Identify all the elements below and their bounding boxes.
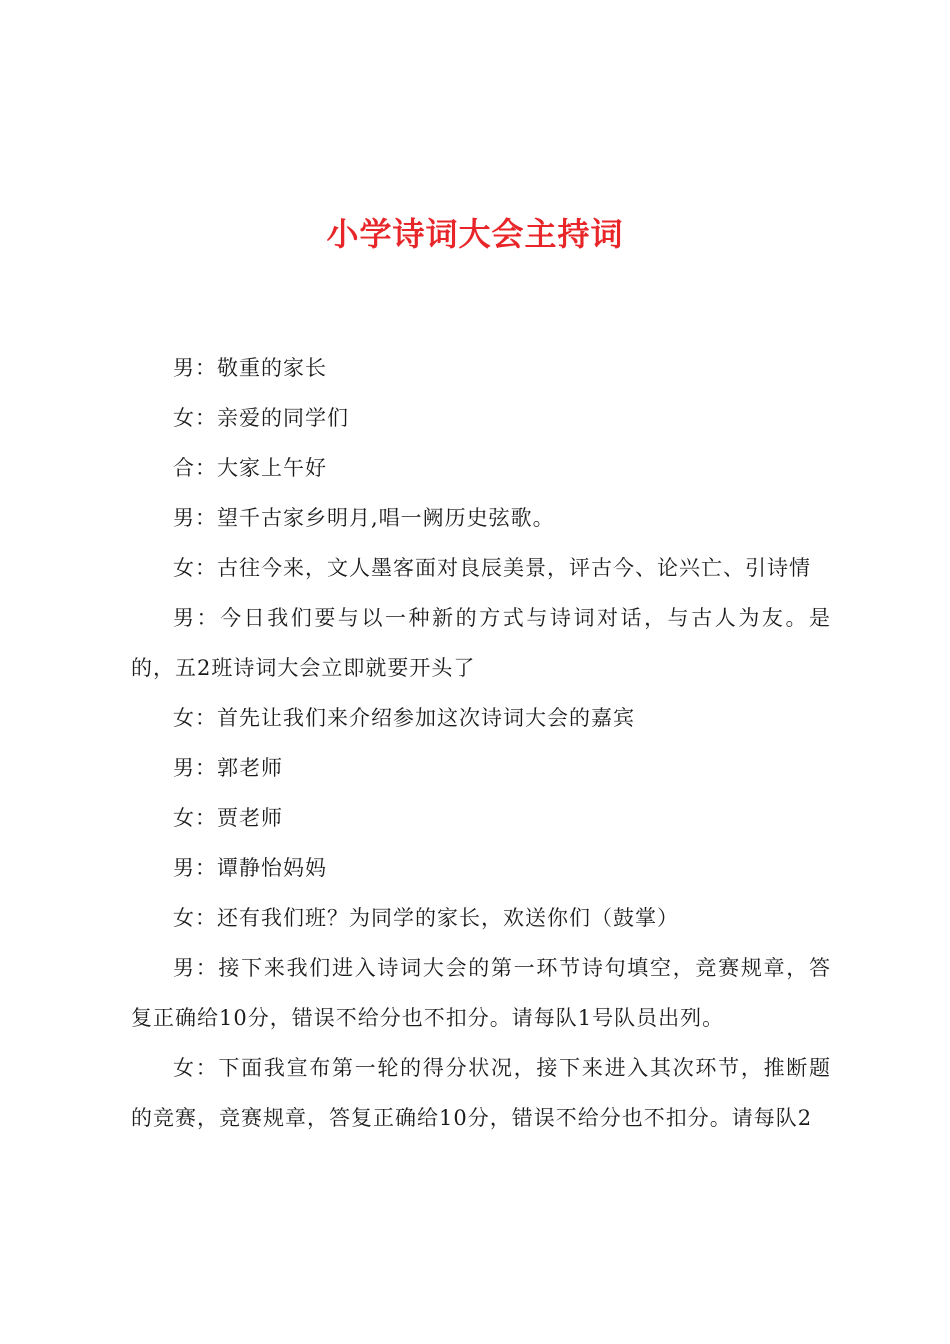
paragraph-13: 女：下面我宣布第一轮的得分状况，接下来进入其次环节，推断题的竞赛，竞赛规章，答复正确给10分，错误不给分也不扣分。请每队2 — [131, 1056, 831, 1130]
paragraph-4: 男：望千古家乡明月,唱一阙历史弦歌。 — [173, 506, 555, 530]
paragraph-8: 男：郭老师 — [173, 756, 283, 780]
document-title: 小学诗词大会主持词 — [326, 215, 624, 253]
paragraph-2: 女：亲爱的同学们 — [173, 406, 349, 430]
paragraph-6: 男：今日我们要与以一种新的方式与诗词对话，与古人为友。是的，五2班诗词大会立即就要开头了 — [131, 606, 831, 680]
paragraph-12: 男：接下来我们进入诗词大会的第一环节诗句填空，竞赛规章，答复正确给10分，错误不给分也不扣分。请每队1号队员出列。 — [131, 956, 831, 1030]
paragraph-3: 合：大家上午好 — [173, 456, 327, 480]
paragraph-7: 女：首先让我们来介绍参加这次诗词大会的嘉宾 — [173, 706, 635, 730]
paragraph-10: 男：谭静怡妈妈 — [173, 856, 327, 880]
document-body — [131, 343, 831, 1143]
paragraph-5: 女：古往今来，文人墨客面对良辰美景，评古今、论兴亡、引诗情 — [173, 556, 811, 580]
paragraph-1: 男：敬重的家长 — [173, 356, 327, 380]
paragraph-11: 女：还有我们班？为同学的家长，欢送你们（鼓掌） — [173, 906, 679, 930]
paragraph-9: 女：贾老师 — [173, 806, 283, 830]
